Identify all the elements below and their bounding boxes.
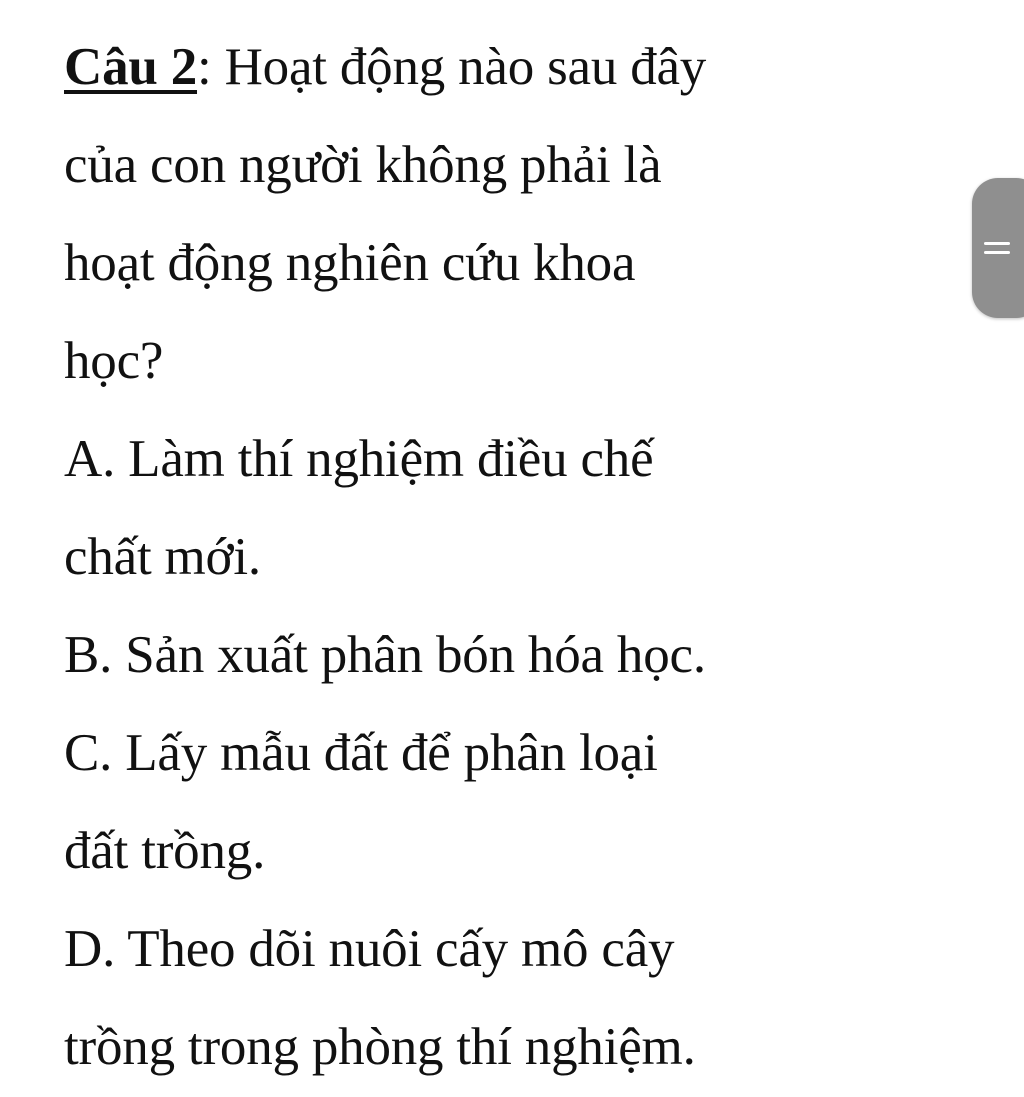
option-c: [64, 704, 964, 900]
option-c-line: đất trồng.: [64, 822, 266, 880]
question-text-line: hoạt động nghiên cứu khoa: [64, 234, 636, 292]
option-b: [64, 606, 964, 704]
option-a-line: A. Làm thí nghiệm điều chế: [64, 430, 654, 488]
option-d-line: D. Theo dõi nuôi cấy mô cây: [64, 920, 675, 978]
option-c-line: C. Lấy mẫu đất để phân loại: [64, 724, 658, 782]
question-block: [64, 18, 964, 1096]
option-a-line: chất mới.: [64, 528, 261, 586]
option-b-line: B. Sản xuất phân bón hóa học.: [64, 626, 706, 684]
question-text-start: : Hoạt động nào sau đây: [197, 38, 707, 96]
side-drag-handle[interactable]: [972, 178, 1024, 318]
drag-handle-icon: [984, 237, 1010, 259]
option-a: [64, 410, 964, 606]
option-d: [64, 900, 964, 1096]
question-first-line: [64, 18, 964, 116]
question-number: Câu 2: [64, 38, 198, 96]
question-text-line: học?: [64, 332, 164, 390]
question-text-line: của con người không phải là: [64, 136, 662, 194]
option-d-line: trồng trong phòng thí nghiệm.: [64, 1018, 696, 1076]
